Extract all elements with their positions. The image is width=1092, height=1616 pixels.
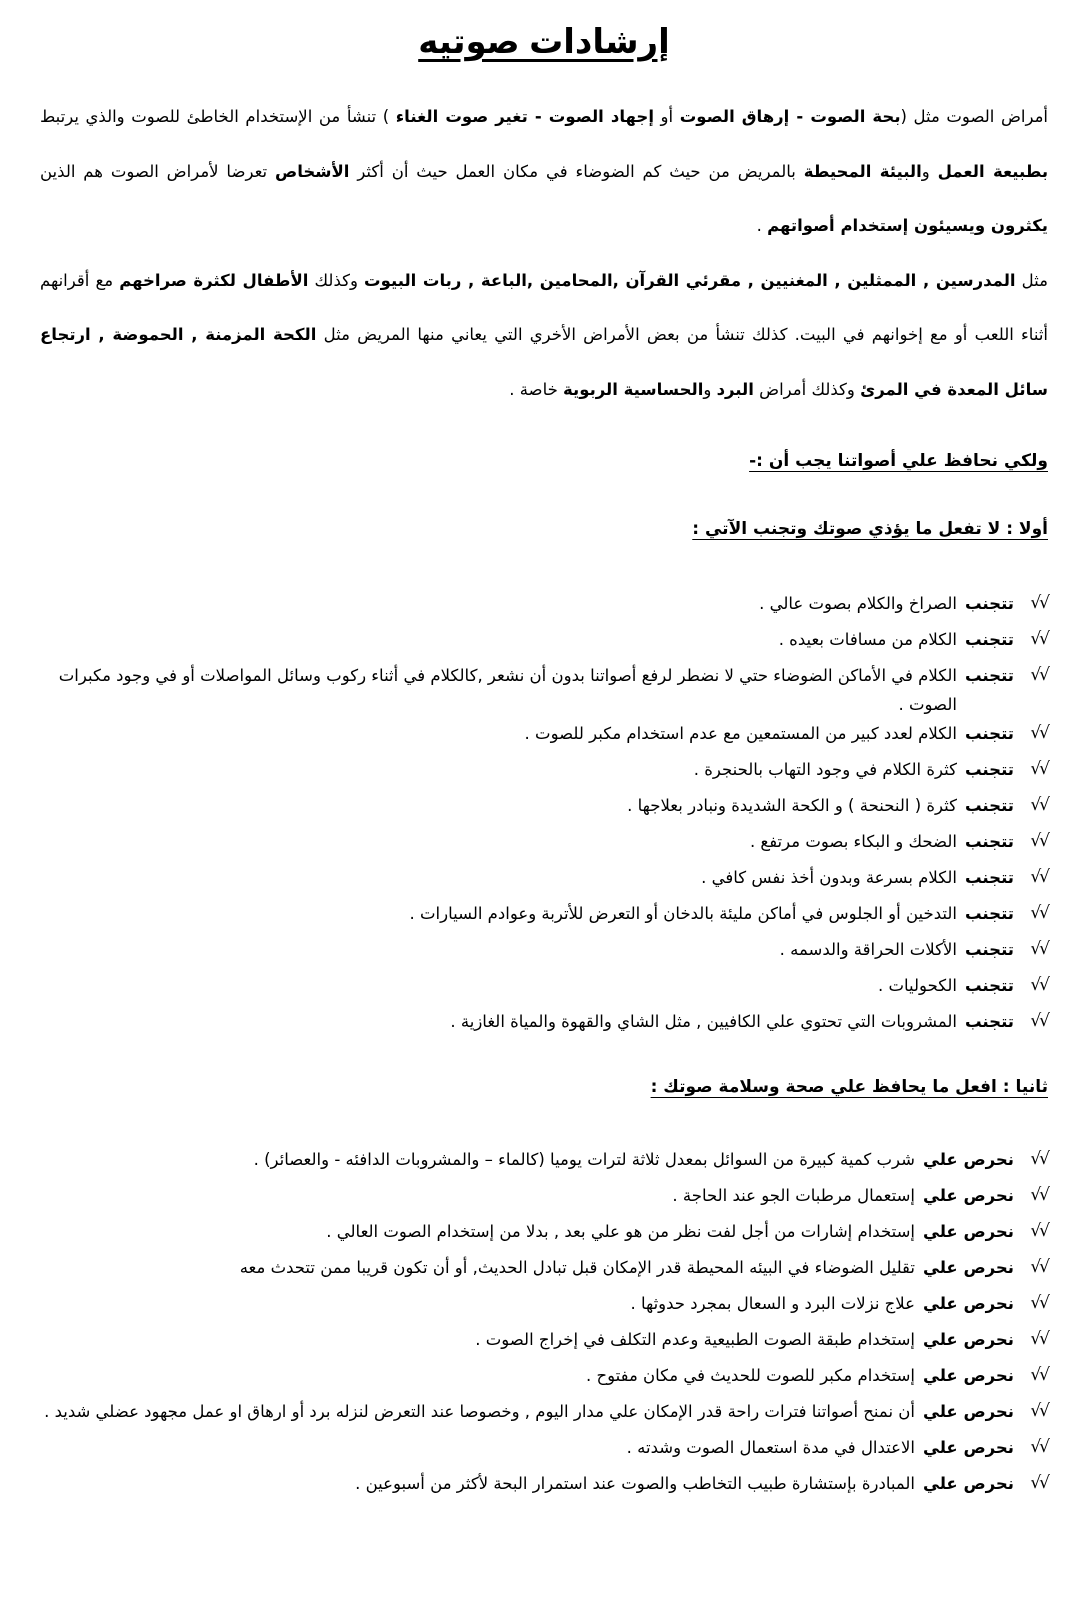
- list-item: [40, 899, 1048, 935]
- list-item: [40, 827, 1048, 863]
- item-verb: نحرص علي: [923, 1366, 1014, 1385]
- intro-text-run: .: [756, 216, 768, 235]
- double-check-icon: √√: [1030, 1365, 1048, 1385]
- double-check-icon: √√: [1030, 1437, 1048, 1457]
- item-verb: تتجنب: [964, 976, 1014, 995]
- item-text: إستعمال مرطبات الجو عند الحاجة .: [672, 1186, 915, 1205]
- double-check-icon: √√: [1030, 1401, 1048, 1421]
- list-item: [40, 661, 1048, 719]
- list-item: [40, 625, 1048, 661]
- item-verb: نحرص علي: [923, 1474, 1014, 1493]
- intro-text-run: بالمريض من حيث كم الضوضاء في مكان العمل حيث أن أكثر: [349, 161, 804, 181]
- intro-text-run: تعرضا لأمراض الصوت هم الذين: [40, 161, 275, 181]
- intro-bold-run: إجهاد الصوت - تغير صوت الغناء: [395, 107, 654, 126]
- list-item: [40, 1217, 1048, 1253]
- list-item: [40, 1289, 1048, 1325]
- item-verb: تتجنب: [964, 724, 1014, 743]
- item-verb: تتجنب: [964, 868, 1014, 887]
- intro-bold-run: الكحة المزمنة , الحموضة , ارتجاع سائل المعدة في المرئ: [40, 325, 1048, 399]
- intro-text-run: وكذلك أمراض: [753, 379, 861, 399]
- item-verb: تتجنب: [964, 594, 1014, 613]
- intro-text-run: مثل: [1015, 270, 1049, 290]
- double-check-icon: √√: [1030, 593, 1048, 613]
- intro-text-run: وكذلك: [308, 270, 365, 290]
- list-item: [40, 1361, 1048, 1397]
- double-check-icon: √√: [1030, 831, 1048, 851]
- list-item: [40, 1181, 1048, 1217]
- double-check-icon: √√: [1030, 795, 1048, 815]
- list-item: [40, 1007, 1048, 1043]
- item-text: إستخدام إشارات من أجل لفت نظر من هو علي بعد , بدلا من إستخدام الصوت العالي .: [326, 1222, 915, 1241]
- section-first-heading: أولا : لا تفعل ما يؤذي صوتك وتجنب الآتي :: [692, 519, 1048, 539]
- item-text: أن نمنح أصواتنا فترات راحة قدر الإمكان علي مدار اليوم , وخصوصا عند التعرض لنزله برد أو ارهاق او عمل مجهود عضلي شديد .: [44, 1402, 915, 1421]
- intro-bold-run: الحساسية الربوية: [563, 379, 704, 399]
- item-verb: نحرص علي: [923, 1294, 1014, 1313]
- item-text: الصراخ والكلام بصوت عالي .: [759, 594, 957, 613]
- list-item: [40, 1145, 1048, 1181]
- item-text: الاعتدال في مدة استعمال الصوت وشدته .: [626, 1438, 915, 1457]
- intro-bold-run: يكثرون ويسيئون إستخدام أصواتهم: [767, 216, 1048, 235]
- list-item: [40, 791, 1048, 827]
- item-text: المبادرة بإستشارة طبيب التخاطب والصوت عند استمرار البحة لأكثر من أسبوعين .: [355, 1474, 915, 1493]
- intro-bold-run: البيئة المحيطة: [803, 161, 922, 181]
- item-text: كثرة ( النحنحة ) و الكحة الشديدة ونبادر بعلاجها .: [627, 796, 957, 815]
- item-verb: تتجنب: [964, 630, 1014, 649]
- list-item: [40, 1397, 1048, 1433]
- item-text: تقليل الضوضاء في البيئه المحيطة قدر الإمكان قبل تبادل الحديث, أو أن تكون قريبا ممن تتحدث معه: [239, 1258, 915, 1277]
- list-item: [40, 1325, 1048, 1361]
- item-text: الضحك و البكاء بصوت مرتفع .: [749, 832, 957, 851]
- intro-text-run: و: [703, 379, 717, 399]
- list-item: [40, 755, 1048, 791]
- list-item: [40, 719, 1048, 755]
- item-text: الكلام لعدد كبير من المستمعين مع عدم استخدام مكبر للصوت .: [524, 724, 957, 743]
- double-check-icon: √√: [1030, 975, 1048, 995]
- item-verb: نحرص علي: [923, 1402, 1014, 1421]
- double-check-icon: √√: [1030, 1149, 1048, 1169]
- item-text: الكلام بسرعة وبدون أخذ نفس كافي .: [701, 868, 957, 887]
- item-verb: نحرص علي: [923, 1330, 1014, 1349]
- item-text: كثرة الكلام في وجود التهاب بالحنجرة .: [693, 760, 957, 779]
- page-title: إرشادات صوتيه: [418, 23, 670, 61]
- double-check-icon: √√: [1030, 723, 1048, 743]
- double-check-icon: √√: [1030, 1329, 1048, 1349]
- double-check-icon: √√: [1030, 1011, 1048, 1031]
- do-list: [40, 1145, 1048, 1505]
- intro-paragraph-1: [40, 90, 1048, 254]
- item-verb: تتجنب: [964, 904, 1014, 923]
- item-text: شرب كمية كبيرة من السوائل بمعدل ثلاثة لترات يوميا (كالماء – والمشروبات الدافئه - والعصائر) .: [253, 1150, 915, 1169]
- section-second-heading: ثانيا : افعل ما يحافظ علي صحة وسلامة صوتك :: [650, 1077, 1048, 1097]
- intro-text-run: خاصة .: [509, 379, 564, 399]
- item-verb: نحرص علي: [923, 1186, 1014, 1205]
- item-verb: تتجنب: [964, 796, 1014, 815]
- item-text: الكلام في الأماكن الضوضاء حتي لا نضطر لرفع أصواتنا بدون أن نشعر ,كالكلام في أثناء ركوب وسائل المواصلات أو في وجود مكبرات الصوت .: [58, 666, 957, 714]
- double-check-icon: √√: [1030, 1185, 1048, 1205]
- intro-bold-run: الأشخاص: [275, 161, 350, 181]
- double-check-icon: √√: [1030, 939, 1048, 959]
- double-check-icon: √√: [1030, 1257, 1048, 1277]
- item-text: الكلام من مسافات بعيده .: [778, 630, 957, 649]
- item-verb: تتجنب: [964, 940, 1014, 959]
- item-verb: نحرص علي: [923, 1438, 1014, 1457]
- intro-bold-run: البرد: [716, 379, 754, 399]
- item-verb: نحرص علي: [923, 1222, 1014, 1241]
- item-text: الأكلات الحراقة والدسمه .: [779, 940, 957, 959]
- main-heading: ولكي نحافظ علي أصواتنا يجب أن :-: [749, 451, 1048, 471]
- intro-bold-run: بحة الصوت - إرهاق الصوت: [679, 107, 901, 126]
- intro-paragraph-2: [40, 254, 1048, 418]
- item-verb: نحرص علي: [923, 1258, 1014, 1277]
- intro-bold-run: المدرسين , الممثلين , المغنيين , مقرئي القرآن ,المحامين ,الباعة , ربات البيوت: [364, 270, 1016, 290]
- list-item: [40, 935, 1048, 971]
- item-text: إستخدام طبقة الصوت الطبيعية وعدم التكلف في إخراج الصوت .: [475, 1330, 915, 1349]
- intro-bold-run: الأطفال لكثرة صراخهم: [119, 270, 309, 290]
- double-check-icon: √√: [1030, 1221, 1048, 1241]
- double-check-icon: √√: [1030, 759, 1048, 779]
- intro-text: [40, 90, 1048, 417]
- double-check-icon: √√: [1030, 1293, 1048, 1313]
- item-verb: تتجنب: [964, 666, 1014, 685]
- list-item: [40, 971, 1048, 1007]
- intro-text-run: أمراض الصوت مثل (: [900, 107, 1049, 126]
- list-item: [40, 1253, 1048, 1289]
- intro-text-run: ) تنشأ من الإستخدام الخاطئ للصوت والذي يرتبط: [40, 107, 396, 126]
- double-check-icon: √√: [1030, 1473, 1048, 1493]
- double-check-icon: √√: [1030, 903, 1048, 923]
- intro-text-run: مع أقرانهم أثناء اللعب أو مع إخوانهم في البيت. كذلك تنشأ من بعض الأمراض الأخري التي يعاني منها المريض مثل: [40, 270, 1048, 344]
- list-item: [40, 1433, 1048, 1469]
- list-item: [40, 863, 1048, 899]
- intro-text-run: أو: [653, 107, 680, 126]
- item-verb: تتجنب: [964, 760, 1014, 779]
- list-item: [40, 1469, 1048, 1505]
- item-verb: تتجنب: [964, 1012, 1014, 1031]
- item-text: إستخدام مكبر للصوت للحديث في مكان مفتوح .: [585, 1366, 915, 1385]
- double-check-icon: √√: [1030, 867, 1048, 887]
- double-check-icon: √√: [1030, 665, 1048, 685]
- item-text: علاج نزلات البرد و السعال بمجرد حدوثها .: [630, 1294, 915, 1313]
- intro-bold-run: بطبيعة العمل: [937, 161, 1049, 181]
- item-text: الكحوليات .: [878, 976, 957, 995]
- item-text: التدخين أو الجلوس في أماكن مليئة بالدخان أو التعرض للأتربة وعوادم السيارات .: [409, 904, 957, 923]
- double-check-icon: √√: [1030, 629, 1048, 649]
- item-verb: نحرص علي: [923, 1150, 1014, 1169]
- item-verb: تتجنب: [964, 832, 1014, 851]
- avoid-list: [40, 589, 1048, 1043]
- intro-text-run: و: [921, 161, 938, 181]
- list-item: [40, 589, 1048, 625]
- item-text: المشروبات التي تحتوي علي الكافيين , مثل الشاي والقهوة والمياة الغازية .: [450, 1012, 957, 1031]
